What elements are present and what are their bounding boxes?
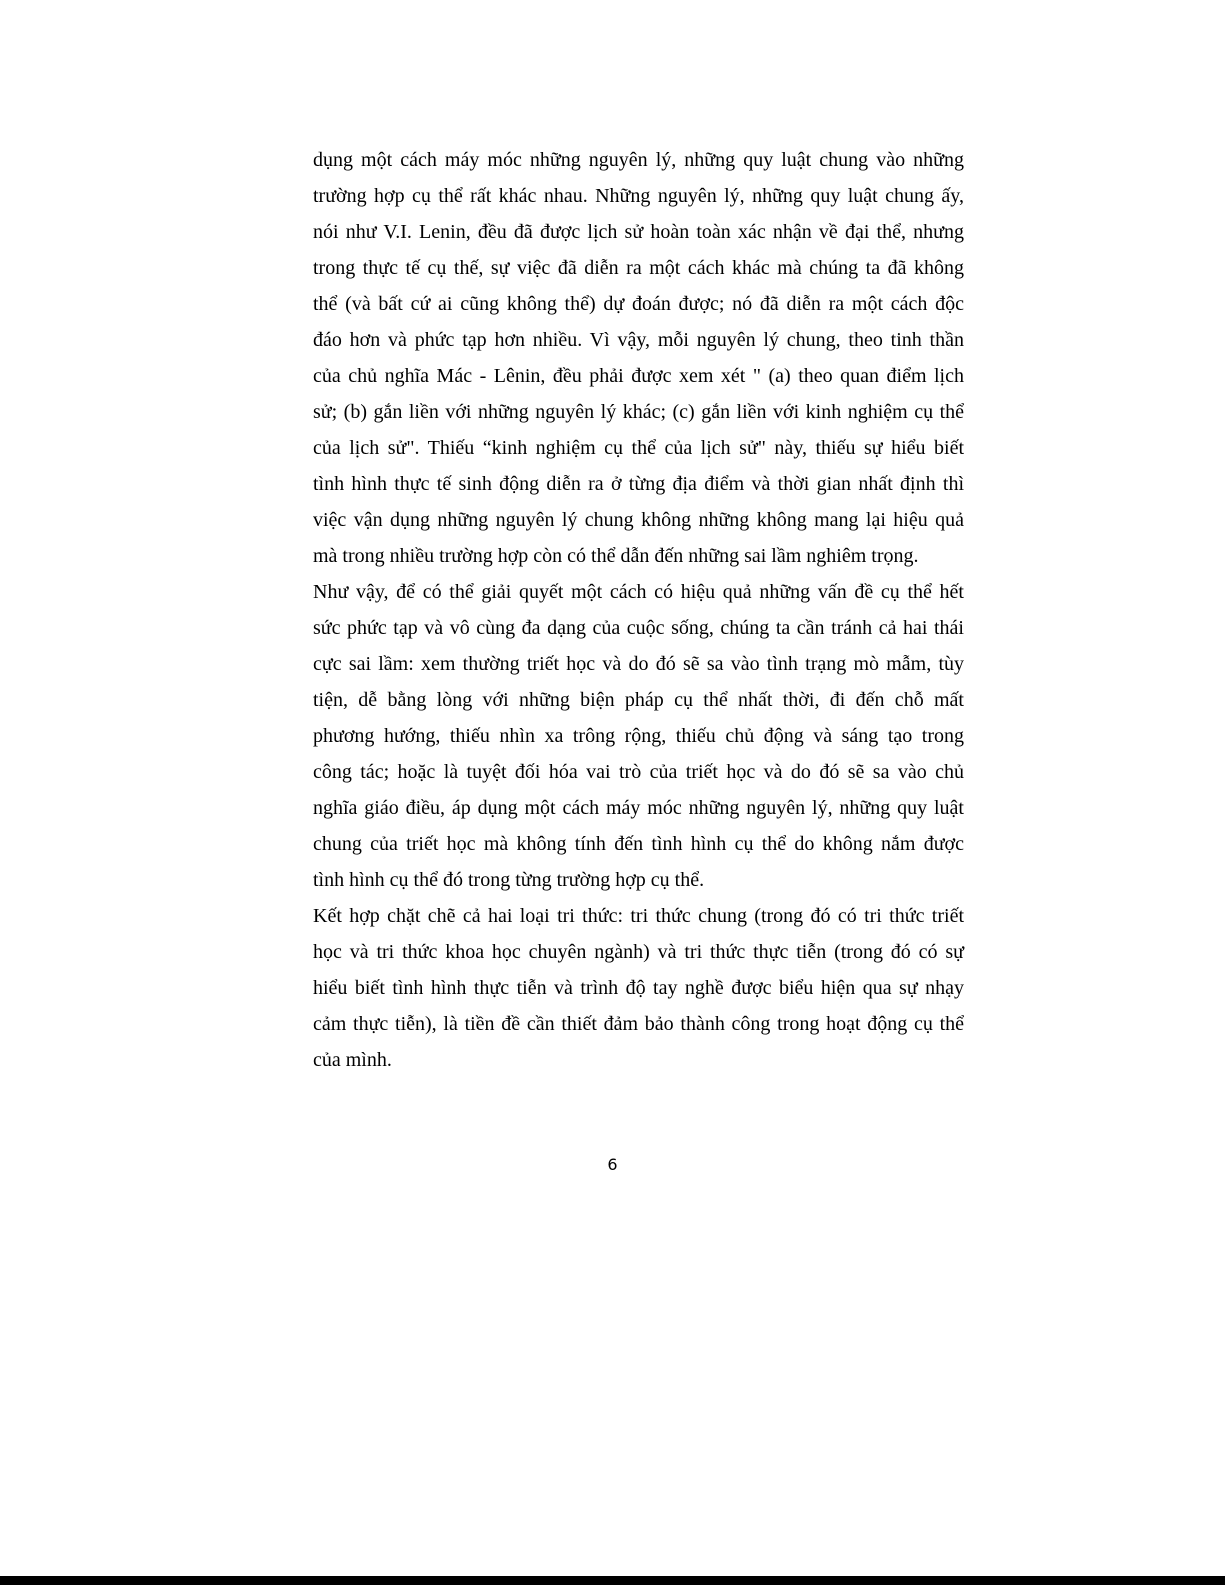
- text-line: sử; (b) gắn liền với những nguyên lý khác; (c) gắn liền với kinh nghiệm cụ thể: [313, 401, 964, 423]
- text-line: Kết hợp chặt chẽ cả hai loại tri thức: tri thức chung (trong đó có tri thức triết: [313, 905, 964, 927]
- bottom-border: [0, 1576, 1225, 1585]
- text-line: dụng một cách máy móc những nguyên lý, những quy luật chung vào những: [313, 149, 964, 171]
- text-line: tình hình cụ thể đó trong từng trường hợp cụ thể.: [313, 869, 705, 891]
- text-line: chung của triết học mà không tính đến tình hình cụ thể do không nắm được: [313, 833, 964, 855]
- text-line: cực sai lầm: xem thường triết học và do đó sẽ sa vào tình trạng mò mẫm, tùy: [313, 653, 964, 675]
- text-line: học và tri thức khoa học chuyên ngành) và tri thức thực tiễn (trong đó có sự: [313, 941, 964, 963]
- text-line: công tác; hoặc là tuyệt đối hóa vai trò của triết học và do đó sẽ sa vào chủ: [313, 761, 964, 783]
- text-line: việc vận dụng những nguyên lý chung không những không mang lại hiệu quả: [313, 509, 964, 531]
- text-line: nói như V.I. Lenin, đều đã được lịch sử hoàn toàn xác nhận về đại thể, nhưng: [313, 221, 964, 243]
- text-line: hiểu biết tình hình thực tiễn và trình độ tay nghề được biểu hiện qua sự nhạy: [313, 977, 964, 999]
- text-line: Như vậy, để có thể giải quyết một cách có hiệu quả những vấn đề cụ thể hết: [313, 581, 964, 603]
- text-line: tình hình thực tế sinh động diễn ra ở từng địa điểm và thời gian nhất định thì: [313, 473, 964, 495]
- text-line: nghĩa giáo điều, áp dụng một cách máy móc những nguyên lý, những quy luật: [313, 797, 964, 819]
- text-line: đáo hơn và phức tạp hơn nhiều. Vì vậy, mỗi nguyên lý chung, theo tinh thần: [313, 329, 964, 351]
- text-line: phương hướng, thiếu nhìn xa trông rộng, thiếu chủ động và sáng tạo trong: [313, 725, 964, 747]
- text-line: mà trong nhiều trường hợp còn có thể dẫn đến những sai lầm nghiêm trọng.: [313, 545, 919, 567]
- body-text: [313, 142, 964, 1078]
- text-line: trong thực tế cụ thế, sự việc đã diễn ra một cách khác mà chúng ta đã không: [313, 257, 964, 279]
- text-line: sức phức tạp và vô cùng đa dạng của cuộc sống, chúng ta cần tránh cả hai thái: [313, 617, 964, 639]
- text-line: cảm thực tiễn), là tiền đề cần thiết đảm bảo thành công trong hoạt động cụ thể: [313, 1013, 964, 1035]
- text-line: tiện, dễ bằng lòng với những biện pháp cụ thể nhất thời, đi đến chỗ mất: [313, 689, 964, 711]
- text-line: của chủ nghĩa Mác - Lênin, đều phải được xem xét " (a) theo quan điểm lịch: [313, 365, 964, 387]
- text-line: trường hợp cụ thể rất khác nhau. Những nguyên lý, những quy luật chung ấy,: [313, 185, 964, 207]
- text-line: của lịch sử". Thiếu “kinh nghiệm cụ thể của lịch sử" này, thiếu sự hiểu biết: [313, 437, 964, 459]
- page-number: 6: [607, 1155, 618, 1174]
- text-line: thể (và bất cứ ai cũng không thể) dự đoán được; nó đã diễn ra một cách độc: [313, 293, 964, 315]
- text-line: của mình.: [313, 1049, 392, 1071]
